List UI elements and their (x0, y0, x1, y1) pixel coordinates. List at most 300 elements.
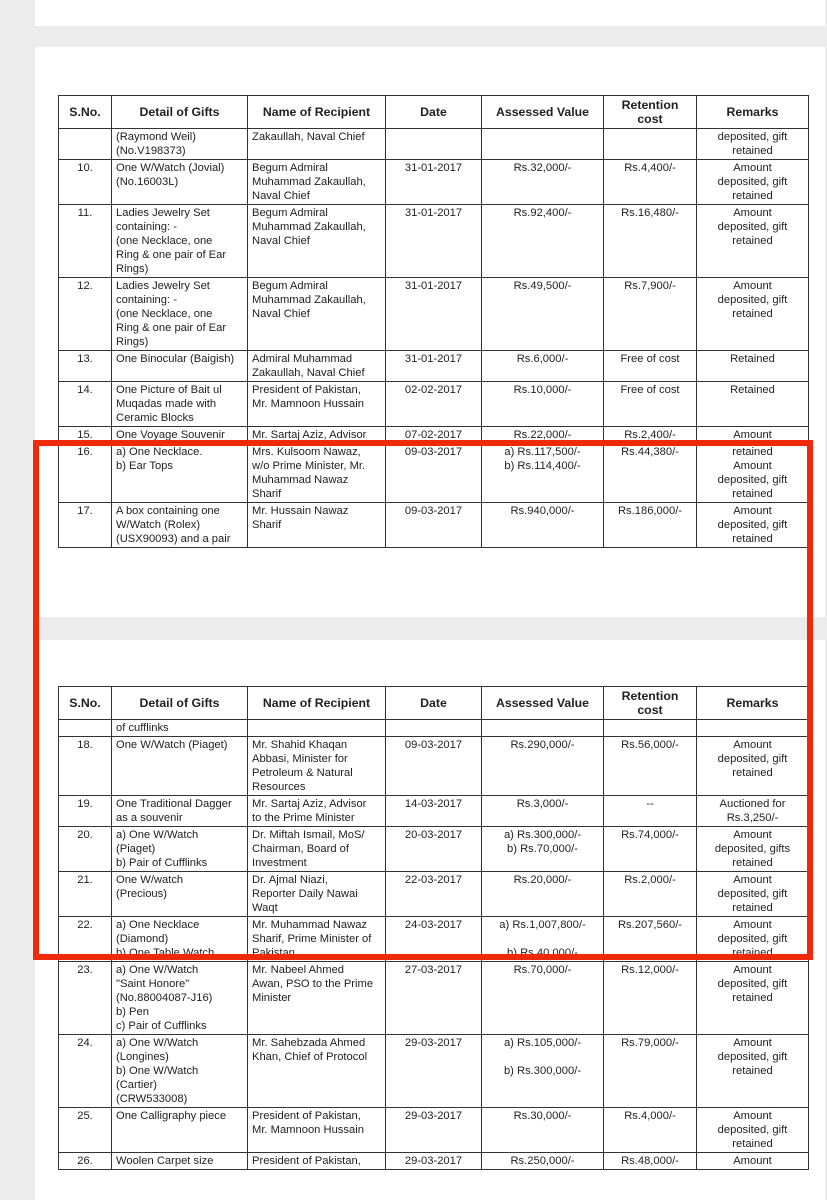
cell-detail-line: a) One W/Watch (116, 1037, 199, 1049)
cell-detail-line: of cufflinks (116, 722, 169, 734)
cell-remarks (697, 503, 809, 548)
cell-remarks-line: deposited, gift (717, 519, 788, 531)
cell-recipient-line: Mr. Sartaj Aziz, Advisor (252, 429, 367, 441)
cell-detail-line: b) Pen (116, 1006, 149, 1018)
cell-date (386, 129, 482, 160)
cell-remarks (697, 796, 809, 827)
cell-recipient-line: Mrs. Kulsoom Nawaz, (252, 446, 361, 458)
cell-recipient-line: Muhammad Zakaullah, (252, 176, 366, 188)
cell-date: 07-02-2017 (386, 427, 482, 444)
cell-sno: 11. (59, 205, 112, 278)
cell-recipient (248, 160, 386, 205)
cell-sno: 26. (59, 1153, 112, 1170)
cell-remarks (697, 444, 809, 503)
header-detail: Detail of Gifts (112, 687, 248, 720)
header-recipient: Name of Recipient (248, 96, 386, 129)
cell-assessed (482, 1153, 604, 1170)
cell-remarks-line: Amount (733, 1155, 772, 1167)
cell-retention: Rs.12,000/- (604, 962, 697, 1035)
cell-detail-line: One W/Watch (Piaget) (116, 739, 228, 751)
cell-assessed-line: b) Rs.40,000/- (507, 947, 578, 959)
continuation-row (59, 720, 809, 737)
cell-date: 29-03-2017 (386, 1108, 482, 1153)
cell-retention: Rs.16,480/- (604, 205, 697, 278)
cell-detail (112, 503, 248, 548)
table-row (59, 444, 809, 503)
cell-detail-line: (one Necklace, one (116, 308, 213, 320)
cell-detail (112, 827, 248, 872)
cell-assessed-line: b) Rs.114,400/- (504, 460, 581, 472)
cell-recipient-line: Chairman, Board of (252, 843, 350, 855)
header-remarks: Remarks (697, 687, 809, 720)
cell-retention: Rs.2,000/- (604, 872, 697, 917)
gifts-table-page-2 (58, 686, 809, 1170)
cell-assessed-line: Rs.22,000/- (513, 429, 572, 441)
cell-remarks-line: deposited, gift (717, 978, 788, 990)
cell-assessed (482, 503, 604, 548)
header-retention: Retention cost (604, 96, 697, 129)
cell-detail-line: Rings) (116, 336, 149, 348)
cell-recipient (248, 1035, 386, 1108)
cell-recipient-line: President of Pakistan, (252, 384, 361, 396)
cell-recipient-line: Abbasi, Minister for (252, 753, 348, 765)
cell-remarks-line: retained (732, 446, 773, 458)
cell-remarks-line: Amount (733, 207, 772, 219)
cell-detail (112, 1108, 248, 1153)
cell-assessed-line: b) Rs.300,000/- (503, 1065, 582, 1077)
cell-retention: Rs.7,900/- (604, 278, 697, 351)
cell-recipient (248, 351, 386, 382)
cell-detail-line: a) One Necklace (116, 919, 200, 931)
cell-recipient-line: President of Pakistan, (252, 1155, 361, 1167)
cell-remarks-line: retained (732, 308, 773, 320)
cell-detail-line: b) One Table Watch (116, 947, 215, 959)
cell-detail-line: One W/watch (116, 874, 184, 886)
cell-date: 09-03-2017 (386, 444, 482, 503)
cell-remarks-line: retained (732, 235, 773, 247)
header-assessed: Assessed Value (482, 96, 604, 129)
cell-detail (112, 1153, 248, 1170)
cell-recipient-line: Admiral Muhammad (252, 353, 353, 365)
cell-detail (112, 351, 248, 382)
table-row (59, 827, 809, 872)
cell-detail-line: (CRW533008) (116, 1093, 188, 1105)
cell-remarks-line: retained (732, 902, 773, 914)
cell-remarks-line: retained (732, 767, 773, 779)
header-sno: S.No. (59, 687, 112, 720)
table-row (59, 872, 809, 917)
cell-remarks-line: deposited, gift (717, 933, 788, 945)
cell-assessed-line: Rs.10,000/- (513, 384, 572, 396)
cell-detail-line: b) Pair of Cufflinks (116, 857, 208, 869)
cell-recipient-line: to the Prime Minister (252, 812, 355, 824)
cell-recipient-line: Minister (252, 992, 292, 1004)
table-row (59, 160, 809, 205)
cell-assessed-line: Rs.940,000/- (510, 505, 575, 517)
cell-detail-line: One W/Watch (Jovial) (116, 162, 225, 174)
cell-remarks-line: Amount (733, 460, 772, 472)
cell-detail-line: One Traditional Dagger (116, 798, 232, 810)
cell-remarks (697, 205, 809, 278)
cell-date: 09-03-2017 (386, 737, 482, 796)
cell-recipient-line: Muhammad Zakaullah, (252, 294, 366, 306)
cell-date: 31-01-2017 (386, 278, 482, 351)
cell-remarks-line: deposited, gift (717, 176, 788, 188)
cell-date: 29-03-2017 (386, 1035, 482, 1108)
cell-remarks-line: Auctioned for (719, 798, 786, 810)
cell-date: 20-03-2017 (386, 827, 482, 872)
cell-sno (59, 129, 112, 160)
cell-recipient (248, 205, 386, 278)
cell-remarks-line: Amount (733, 505, 772, 517)
cell-assessed (482, 962, 604, 1035)
cell-recipient (248, 129, 386, 160)
cell-recipient (248, 444, 386, 503)
cell-date: 02-02-2017 (386, 382, 482, 427)
cell-recipient-line: Mr. Nabeel Ahmed (252, 964, 345, 976)
cell-recipient-line: Reporter Daily Nawai (252, 888, 358, 900)
cell-detail (112, 962, 248, 1035)
cell-remarks-line: retained (732, 992, 773, 1004)
cell-assessed-line: Rs.49,500/- (513, 280, 572, 292)
cell-assessed-line (486, 932, 599, 946)
table-row (59, 503, 809, 548)
cell-date: 31-01-2017 (386, 351, 482, 382)
cell-recipient-line: Naval Chief (252, 190, 310, 202)
cell-remarks (697, 427, 809, 444)
cell-detail-line: One Binocular (Baigish) (116, 353, 235, 365)
table-row (59, 737, 809, 796)
cell-detail-line: (Piaget) (116, 843, 156, 855)
cell-recipient-line: Muhammad Zakaullah, (252, 221, 366, 233)
cell-sno: 15. (59, 427, 112, 444)
cell-detail (112, 720, 248, 737)
cell-remarks-line: deposited, gift (717, 888, 788, 900)
cell-assessed (482, 1108, 604, 1153)
cell-detail (112, 382, 248, 427)
header-detail: Detail of Gifts (112, 96, 248, 129)
cell-date (386, 720, 482, 737)
cell-remarks (697, 737, 809, 796)
cell-detail-line: c) Pair of Cufflinks (116, 1020, 207, 1032)
cell-sno: 24. (59, 1035, 112, 1108)
cell-recipient (248, 427, 386, 444)
cell-recipient-line: Naval Chief (252, 308, 310, 320)
cell-retention: Rs.4,000/- (604, 1108, 697, 1153)
table-row (59, 962, 809, 1035)
cell-recipient-line: Dr. Miftah Ismail, MoS/ (252, 829, 365, 841)
cell-remarks (697, 720, 809, 737)
cell-remarks-line: retained (732, 857, 773, 869)
cell-retention: Rs.4,400/- (604, 160, 697, 205)
cell-detail-line: as a souvenir (116, 812, 183, 824)
cell-detail-line: Muqadas made with (116, 398, 217, 410)
cell-remarks (697, 917, 809, 962)
table-row (59, 351, 809, 382)
cell-sno: 16. (59, 444, 112, 503)
cell-sno: 22. (59, 917, 112, 962)
cell-detail-line: (one Necklace, one (116, 235, 213, 247)
table-row (59, 1108, 809, 1153)
cell-remarks-line: retained (732, 1065, 773, 1077)
table-row (59, 1035, 809, 1108)
cell-retention: Rs.207,560/- (604, 917, 697, 962)
cell-detail-line: (Precious) (116, 888, 167, 900)
cell-remarks-line: retained (732, 947, 773, 959)
cell-assessed-line: Rs.290,000/- (510, 739, 575, 751)
header-sno: S.No. (59, 96, 112, 129)
cell-recipient (248, 737, 386, 796)
cell-assessed (482, 278, 604, 351)
table-row (59, 205, 809, 278)
cell-retention: Rs.74,000/- (604, 827, 697, 872)
header-date: Date (386, 687, 482, 720)
cell-sno: 13. (59, 351, 112, 382)
cell-remarks (697, 129, 809, 160)
cell-remarks-line: Retained (730, 353, 775, 365)
table-row (59, 917, 809, 962)
cell-date: 31-01-2017 (386, 160, 482, 205)
cell-remarks-line: Amount (733, 1037, 772, 1049)
cell-recipient-line: President of Pakistan, (252, 1110, 361, 1122)
cell-sno: 10. (59, 160, 112, 205)
cell-remarks (697, 160, 809, 205)
previous-page-fragment (35, 0, 825, 26)
cell-remarks-line: Retained (730, 384, 775, 396)
cell-assessed (482, 444, 604, 503)
cell-detail-line: (No.16003L) (116, 176, 179, 188)
cell-sno: 21. (59, 872, 112, 917)
cell-recipient-line: Mr. Mamnoon Hussain (252, 1124, 364, 1136)
cell-recipient-line: Pakistan (252, 947, 295, 959)
header-date: Date (386, 96, 482, 129)
cell-remarks-line: retained (732, 1138, 773, 1150)
cell-detail (112, 796, 248, 827)
cell-detail-line: Ladies Jewelry Set (116, 280, 210, 292)
cell-date: 22-03-2017 (386, 872, 482, 917)
cell-recipient-line: Mr. Mamnoon Hussain (252, 398, 364, 410)
cell-retention: Rs.2,400/- (604, 427, 697, 444)
cell-recipient (248, 1153, 386, 1170)
cell-recipient-line: Investment (252, 857, 307, 869)
cell-recipient (248, 1108, 386, 1153)
cell-remarks-line: Amount (733, 739, 772, 751)
cell-detail-line: "Saint Honore" (116, 978, 190, 990)
cell-retention: Rs.44,380/- (604, 444, 697, 503)
cell-remarks-line: Amount (733, 829, 772, 841)
cell-recipient-line: w/o Prime Minister, Mr. (252, 460, 366, 472)
cell-sno: 12. (59, 278, 112, 351)
cell-date: 14-03-2017 (386, 796, 482, 827)
cell-assessed-line: a) Rs.300,000/- (503, 829, 582, 841)
cell-remarks-line: deposited, gifts (714, 843, 791, 855)
cell-recipient (248, 827, 386, 872)
cell-assessed-line: a) Rs.1,007,800/- (499, 919, 586, 931)
cell-date: 31-01-2017 (386, 205, 482, 278)
cell-detail (112, 129, 248, 160)
cell-remarks-line: Amount (733, 874, 772, 886)
cell-sno: 18. (59, 737, 112, 796)
cell-assessed-line: Rs.30,000/- (513, 1110, 572, 1122)
cell-remarks-line: deposited, gift (717, 753, 788, 765)
table-header-row (59, 687, 809, 720)
cell-assessed (482, 351, 604, 382)
cell-remarks-line: deposited, gift (717, 294, 788, 306)
cell-sno (59, 720, 112, 737)
cell-remarks-line: Amount (733, 919, 772, 931)
cell-assessed (482, 737, 604, 796)
cell-recipient-line: Begum Admiral (252, 280, 328, 292)
cell-detail (112, 917, 248, 962)
cell-remarks-line: Amount (733, 280, 772, 292)
cell-assessed-line: Rs.3,000/- (516, 798, 569, 810)
cell-date: 09-03-2017 (386, 503, 482, 548)
cell-recipient (248, 503, 386, 548)
table-row (59, 382, 809, 427)
cell-assessed-line: a) Rs.105,000/- (503, 1037, 582, 1049)
cell-assessed (482, 1035, 604, 1108)
cell-assessed-line: Rs.32,000/- (513, 162, 572, 174)
cell-detail (112, 160, 248, 205)
continuation-row (59, 129, 809, 160)
cell-date: 27-03-2017 (386, 962, 482, 1035)
cell-remarks (697, 351, 809, 382)
cell-detail (112, 444, 248, 503)
gifts-table-page-1 (58, 95, 809, 548)
cell-detail-line: Ring & one pair of Ear (116, 322, 227, 334)
cell-remarks (697, 1108, 809, 1153)
cell-detail (112, 427, 248, 444)
cell-remarks-line: retained (732, 488, 773, 500)
cell-detail-line: One Picture of Bait ul (116, 384, 222, 396)
cell-detail-line: Woolen Carpet size (116, 1155, 214, 1167)
cell-assessed (482, 382, 604, 427)
cell-remarks-line: retained (732, 533, 773, 545)
cell-remarks-line: deposited, gift (717, 1124, 788, 1136)
cell-recipient-line: Mr. Muhammad Nawaz (252, 919, 368, 931)
cell-remarks (697, 827, 809, 872)
cell-detail-line: containing: - (116, 294, 177, 306)
header-assessed: Assessed Value (482, 687, 604, 720)
cell-recipient-line: Sharif, Prime Minister of (252, 933, 372, 945)
cell-assessed (482, 827, 604, 872)
cell-remarks-line: retained (732, 190, 773, 202)
cell-detail-line: a) One W/Watch (116, 964, 199, 976)
cell-remarks (697, 1153, 809, 1170)
cell-detail-line: Ladies Jewelry Set (116, 207, 210, 219)
cell-recipient-line: Mr. Hussain Nawaz (252, 505, 349, 517)
cell-recipient-line: Mr. Sartaj Aziz, Advisor (252, 798, 367, 810)
cell-recipient-line: Waqt (252, 902, 278, 914)
cell-recipient (248, 962, 386, 1035)
cell-retention: Free of cost (604, 351, 697, 382)
cell-remarks-line: deposited, gift (717, 131, 788, 143)
cell-retention: Free of cost (604, 382, 697, 427)
cell-recipient-line: Dr. Ajmal Niazi, (252, 874, 328, 886)
table-header-row (59, 96, 809, 129)
cell-detail-line: One Calligraphy piece (116, 1110, 227, 1122)
cell-assessed (482, 917, 604, 962)
cell-assessed (482, 129, 604, 160)
cell-detail (112, 737, 248, 796)
cell-remarks-line: Amount (733, 162, 772, 174)
cell-detail-line: (USX90093) and a pair (116, 533, 231, 545)
table-row (59, 427, 809, 444)
cell-assessed-line: Rs.92,400/- (513, 207, 572, 219)
table-row (59, 278, 809, 351)
cell-assessed (482, 796, 604, 827)
cell-detail-line: W/Watch (Rolex) (116, 519, 201, 531)
cell-remarks-line: deposited, gift (717, 221, 788, 233)
cell-assessed-line (486, 1050, 599, 1064)
cell-detail (112, 872, 248, 917)
cell-detail-line: A box containing one (116, 505, 220, 517)
cell-detail-line: Rings) (116, 263, 149, 275)
cell-retention: Rs.48,000/- (604, 1153, 697, 1170)
cell-sno: 14. (59, 382, 112, 427)
cell-assessed-line: Rs.250,000/- (510, 1155, 575, 1167)
cell-recipient-line: Naval Chief (252, 235, 310, 247)
cell-remarks-line: Amount (733, 429, 772, 441)
cell-recipient-line: Petroleum & Natural (252, 767, 353, 779)
cell-detail-line: b) Ear Tops (116, 460, 174, 472)
cell-retention: Rs.79,000/- (604, 1035, 697, 1108)
cell-retention: Rs.186,000/- (604, 503, 697, 548)
cell-recipient-line: Mr. Shahid Khaqan (252, 739, 348, 751)
cell-recipient-line: Khan, Chief of Protocol (252, 1051, 368, 1063)
cell-detail-line: (No.V198373) (116, 145, 186, 157)
cell-recipient (248, 796, 386, 827)
cell-assessed (482, 205, 604, 278)
cell-remarks (697, 872, 809, 917)
document-page-2 (35, 640, 825, 1200)
cell-assessed-line: Rs.70,000/- (513, 964, 572, 976)
cell-remarks (697, 962, 809, 1035)
cell-detail-line: (Cartier) (116, 1079, 158, 1091)
cell-sno: 25. (59, 1108, 112, 1153)
cell-recipient (248, 720, 386, 737)
cell-detail (112, 1035, 248, 1108)
cell-remarks-line: deposited, gift (717, 1051, 788, 1063)
cell-detail-line: a) One W/Watch (116, 829, 199, 841)
cell-sno: 20. (59, 827, 112, 872)
cell-assessed (482, 720, 604, 737)
cell-assessed-line: Rs.20,000/- (513, 874, 572, 886)
cell-remarks-line: retained (732, 145, 773, 157)
cell-retention (604, 129, 697, 160)
cell-detail (112, 278, 248, 351)
cell-recipient-line: Begum Admiral (252, 162, 328, 174)
cell-detail-line: (Longines) (116, 1051, 169, 1063)
cell-recipient-line: Mr. Sahebzada Ahmed (252, 1037, 366, 1049)
cell-retention (604, 720, 697, 737)
cell-recipient (248, 278, 386, 351)
cell-sno: 17. (59, 503, 112, 548)
cell-sno: 23. (59, 962, 112, 1035)
cell-remarks (697, 1035, 809, 1108)
cell-detail-line: a) One Necklace. (116, 446, 203, 458)
cell-detail (112, 205, 248, 278)
table-row (59, 1153, 809, 1170)
cell-assessed-line: a) Rs.117,500/- (504, 446, 581, 458)
header-retention: Retention cost (604, 687, 697, 720)
header-remarks: Remarks (697, 96, 809, 129)
cell-remarks-line: Amount (733, 964, 772, 976)
cell-detail-line: (Raymond Weil) (116, 131, 196, 143)
cell-recipient-line: Resources (252, 781, 306, 793)
cell-recipient (248, 382, 386, 427)
cell-sno: 19. (59, 796, 112, 827)
